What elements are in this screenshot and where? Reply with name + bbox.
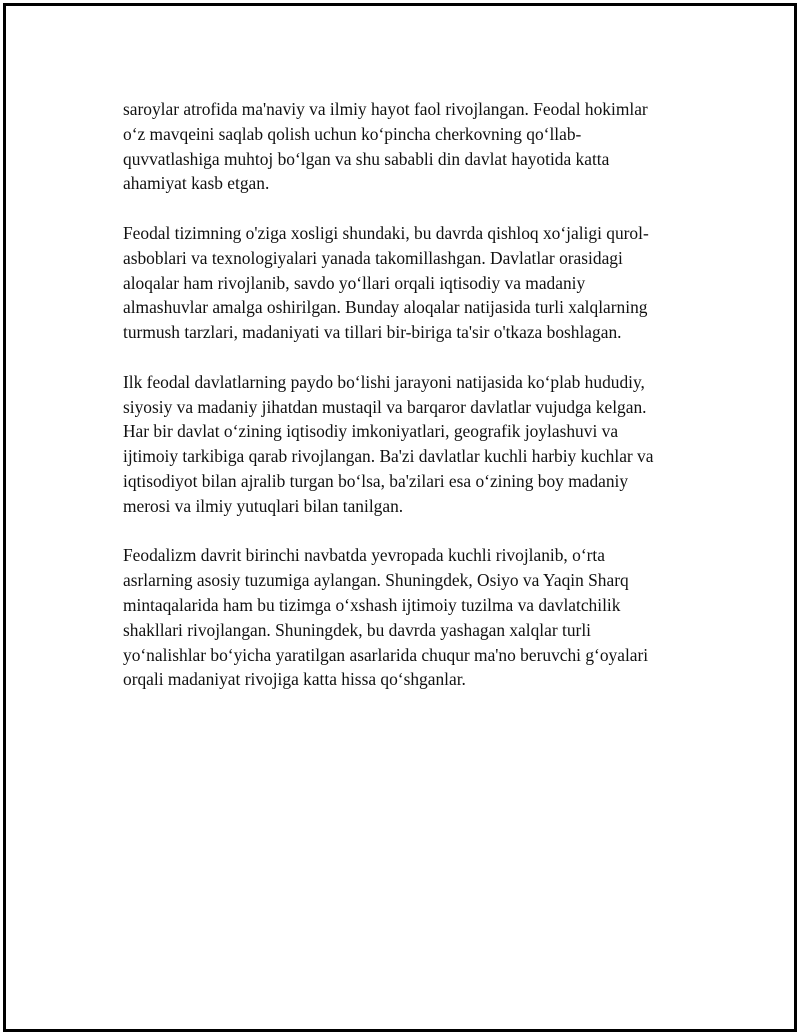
paragraph-4 bbox=[123, 543, 713, 692]
text-line: orqali madaniyat rivojiga katta hissa qo‘shganlar. bbox=[123, 669, 466, 690]
text-line: ijtimoiy tarkibiga qarab rivojlangan. Ba'zi davlatlar kuchli harbiy kuchlar va bbox=[123, 446, 654, 467]
text-line: Ilk feodal davlatlarning paydo bo‘lishi jarayoni natijasida ko‘plab hududiy, bbox=[123, 371, 645, 392]
paragraph-2 bbox=[123, 221, 713, 345]
text-line: o‘z mavqeini saqlab qolish uchun ko‘pincha cherkovning qo‘llab- bbox=[123, 123, 582, 144]
text-line: Feodalizm davrit birinchi navbatda yevropada kuchli rivojlanib, o‘rta bbox=[123, 545, 605, 566]
text-line: asrlarning asosiy tuzumiga aylangan. Shuningdek, Osiyo va Yaqin Sharq bbox=[123, 570, 629, 591]
text-line: quvvatlashiga muhtoj bo‘lgan va shu sababli din davlat hayotida katta bbox=[123, 148, 610, 169]
text-line: merosi va ilmiy yutuqlari bilan tanilgan. bbox=[123, 495, 404, 516]
text-line: turmush tarzlari, madaniyati va tillari bir-biriga ta'sir o'tkaza boshlagan. bbox=[123, 322, 622, 343]
paragraph-1 bbox=[123, 97, 713, 196]
text-line: Feodal tizimning o'ziga xosligi shundaki, bu davrda qishloq xo‘jaligi qurol- bbox=[123, 222, 649, 243]
text-line: shakllari rivojlangan. Shuningdek, bu davrda yashagan xalqlar turli bbox=[123, 619, 591, 640]
text-line: Har bir davlat o‘zining iqtisodiy imkoniyatlari, geografik joylashuvi va bbox=[123, 421, 619, 442]
page-frame bbox=[3, 3, 797, 1032]
text-line: asboblari va texnologiyalari yanada takomillashgan. Davlatlar orasidagi bbox=[123, 247, 623, 268]
document-body bbox=[123, 97, 713, 717]
text-line: yo‘nalishlar bo‘yicha yaratilgan asarlarida chuqur ma'no beruvchi g‘oyalari bbox=[123, 644, 649, 665]
text-line: mintaqalarida ham bu tizimga o‘xshash ijtimoiy tuzilma va davlatchilik bbox=[123, 594, 621, 615]
text-line: saroylar atrofida ma'naviy va ilmiy hayot faol rivojlangan. Feodal hokimlar bbox=[123, 99, 648, 119]
text-line: aloqalar ham rivojlanib, savdo yo‘llari orqali iqtisodiy va madaniy bbox=[123, 272, 586, 293]
text-line: almashuvlar amalga oshirilgan. Bunday aloqalar natijasida turli xalqlarning bbox=[123, 297, 648, 318]
text-line: iqtisodiyot bilan ajralib turgan bo‘lsa, ba'zilari esa o‘zining boy madaniy bbox=[123, 470, 629, 491]
text-line: ahamiyat kasb etgan. bbox=[123, 173, 270, 194]
text-line: siyosiy va madaniy jihatdan mustaqil va barqaror davlatlar vujudga kelgan. bbox=[123, 396, 647, 417]
paragraph-3 bbox=[123, 370, 713, 519]
